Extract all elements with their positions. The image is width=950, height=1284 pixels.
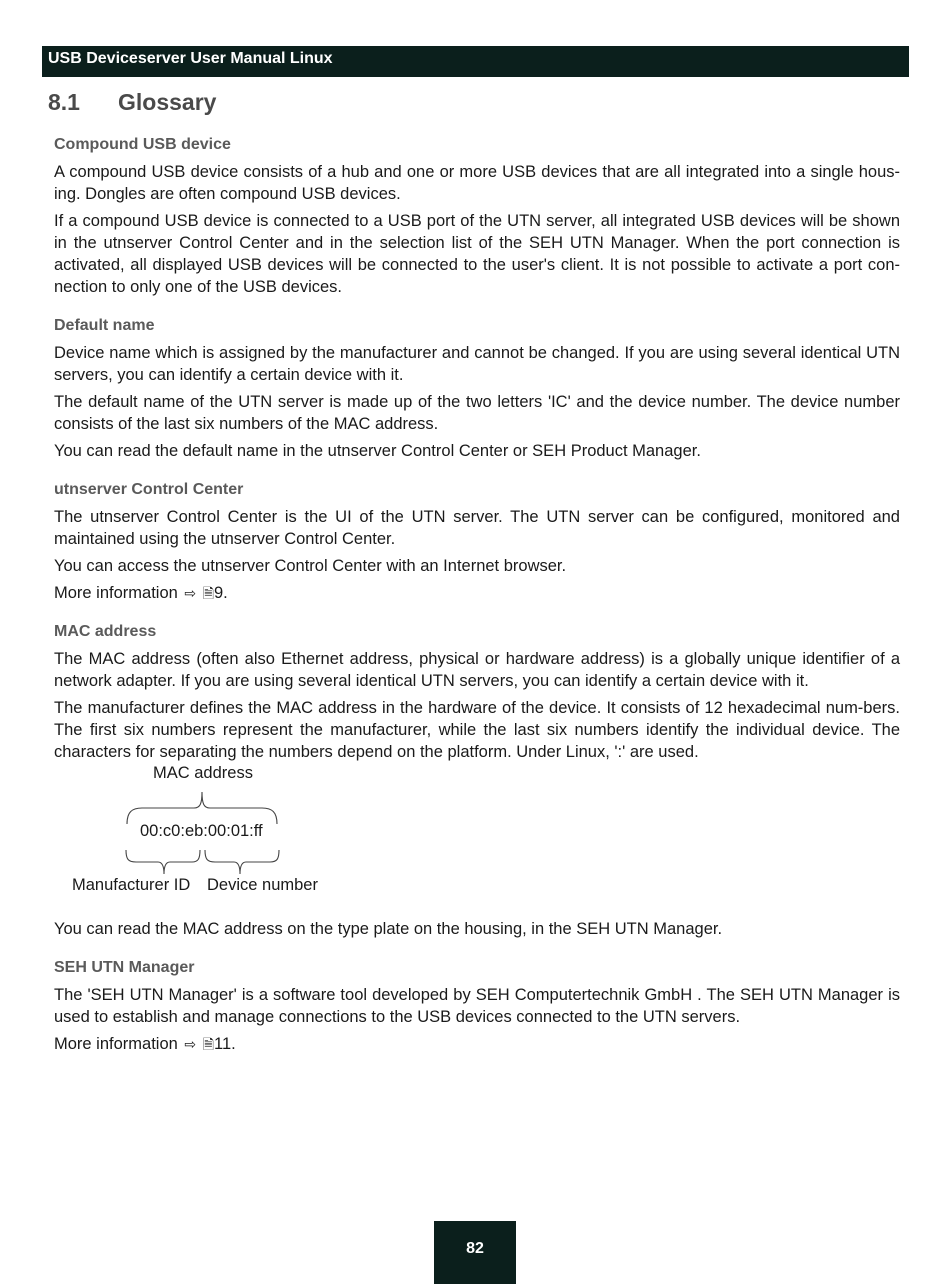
manufacturer-id-label: Manufacturer ID (72, 876, 191, 894)
glossary-term: utnserver Control Center (54, 481, 244, 498)
page-icon: 🗎 (202, 585, 214, 601)
glossary-paragraph: The utnserver Control Center is the UI of the UTN server. The UTN server can be configured, monitored and maintained using the utnserver Control Center. (54, 508, 900, 548)
arrow-right-icon: ⇨ (184, 585, 197, 601)
glossary-entry-mac-address (54, 621, 900, 940)
glossary-paragraph: A compound USB device consists of a hub and one or more USB devices that are all integrated into a single hous-ing. Dongles are often compound USB devices. (54, 163, 900, 203)
header-title: USB Deviceserver User Manual Linux (48, 50, 333, 67)
page-icon: 🗎 (202, 1036, 214, 1052)
device-number-label: Device number (207, 876, 318, 894)
glossary-paragraph: You can access the utnserver Control Center with an Internet browser. (54, 557, 567, 575)
glossary-entry-compound-usb (54, 134, 900, 298)
glossary-paragraph: If a compound USB device is connected to a USB port of the UTN server, all integrated USB devices will be shown in the utnserver Control Center and in the selection list of the SEH UTN Manager. When the port connection is activated, all displayed USB devices will be connected to the user's client. It is not possible to activate a port con-nection to only one of the USB devices. (54, 212, 900, 296)
section-title: Glossary (118, 89, 217, 115)
glossary-entry-utn-manager (54, 957, 900, 1055)
glossary-term: Compound USB device (54, 136, 231, 153)
glossary-paragraph: You can read the default name in the utnserver Control Center or SEH Product Manager. (54, 442, 701, 460)
glossary-paragraph: You can read the MAC address on the type plate on the housing, in the SEH UTN Manager. (54, 920, 723, 938)
section-heading (48, 89, 216, 116)
page-reference: 9. (214, 584, 228, 602)
more-information-link[interactable] (54, 582, 900, 604)
glossary-term: MAC address (54, 623, 157, 640)
glossary-paragraph: The default name of the UTN server is made up of the two letters 'IC' and the device number. The device number consists of the last six numbers of the MAC address. (54, 393, 900, 433)
glossary-paragraph: The manufacturer defines the MAC address in the hardware of the device. It consists of 12 hexadecimal num-bers. The first six numbers represent the manufacturer, while the last six numbers identify the individual device. The characters for separating the numbers depend on the platform. Under Linux, ':' are used. (54, 699, 900, 761)
glossary-content (54, 134, 900, 1060)
page-reference: 11. (214, 1035, 236, 1053)
mac-address-diagram (54, 764, 900, 914)
page-number-box (434, 1221, 516, 1284)
section-number: 8.1 (48, 89, 80, 115)
glossary-entry-control-center (54, 479, 900, 604)
top-brace (127, 792, 277, 824)
glossary-term: SEH UTN Manager (54, 959, 195, 976)
more-information-label: More information (54, 584, 178, 602)
glossary-term: Default name (54, 317, 155, 334)
glossary-entry-default-name (54, 315, 900, 462)
glossary-paragraph: The 'SEH UTN Manager' is a software tool developed by SEH Computertechnik GmbH . The SEH UTN Manager is used to establish and manage connections to the USB devices connected to the UTN servers. (54, 986, 900, 1026)
glossary-paragraph: Device name which is assigned by the manufacturer and cannot be changed. If you are using several identical UTN servers, you can identify a certain device with it. (54, 344, 900, 384)
more-information-link[interactable] (54, 1033, 900, 1055)
glossary-paragraph: The MAC address (often also Ethernet address, physical or hardware address) is a globally unique identifier of a network adapter. If you are using several identical UTN servers, you can identify a certain device with it. (54, 650, 900, 690)
more-information-label: More information (54, 1035, 178, 1053)
page-number: 82 (466, 1240, 484, 1257)
mac-value: 00:c0:eb:00:01:ff (140, 822, 263, 840)
left-brace (126, 850, 200, 874)
mac-top-label: MAC address (153, 764, 253, 782)
arrow-right-icon: ⇨ (184, 1036, 197, 1052)
right-brace (205, 850, 279, 874)
document-header (42, 46, 909, 77)
